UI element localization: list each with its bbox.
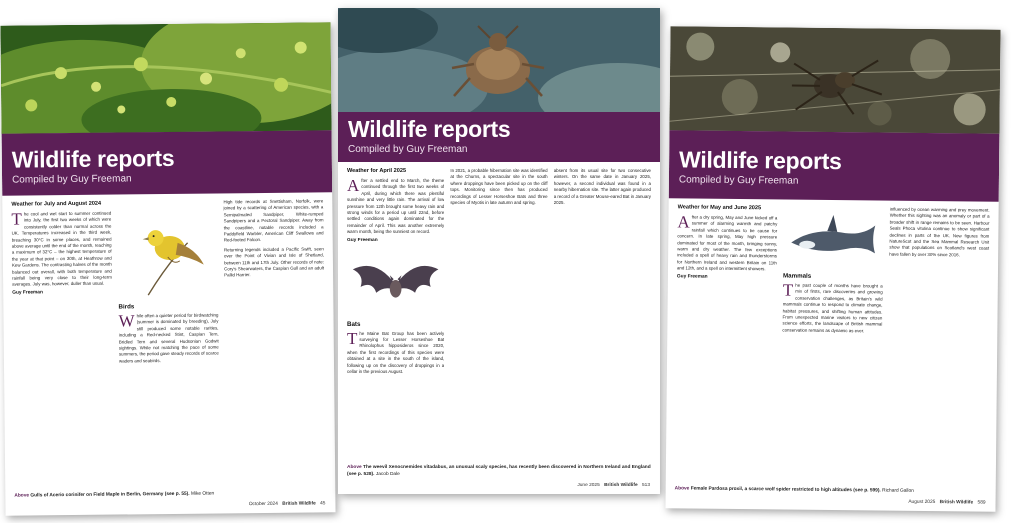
column-3 [554,168,651,470]
footer-page-number: 589 [977,500,986,506]
column-3 [887,207,990,488]
section-birds: Birds [118,303,135,311]
page-footer [249,501,326,507]
page-footer [908,500,985,506]
column-2 [117,199,220,490]
section-bats: Bats [347,320,361,328]
drop-cap: A [347,176,360,195]
orca-icon [783,208,883,269]
article-columns [347,168,651,470]
photo-gall-leaves [0,22,331,133]
photo-caption [675,486,987,496]
title-banner [2,130,333,195]
bats-text-cont-2: absent from its usual site for two consecutive winters. On the same date in January 2025, however, a second individual was found in a nearby hibernation site. The latter again produced a record of a Greater Mouse-eared Bat in January 2025. [553,168,651,206]
weather-author: Guy Freeman [347,237,378,243]
yellowhammer-illustration [117,202,218,299]
weather-heading: Weather for April 2025 [347,168,407,174]
weather-heading: Weather for May and June 2025 [677,204,762,212]
column-1 [675,204,778,485]
drop-cap: A [677,212,690,232]
caption-text: Female Pardosa proxil, a scarce wolf spider restricted to high altitudes (see p. 599). [690,486,881,494]
footer-page-number: 513 [641,483,650,488]
magazine-page-october-2024 [0,22,335,515]
magazine-page-august-2025 [665,26,1000,511]
weather-author: Guy Freeman [676,274,708,280]
report-byline: Compiled by Guy Freeman [12,173,132,186]
mammals-text [782,282,882,334]
caption-text: The weevil Xenocnemides vitadabus, an unusual scaly species, has recently been discovered in Northern Ireland and England (see p. 528). [347,465,651,477]
report-byline: Compiled by Guy Freeman [678,174,799,187]
report-byline: Compiled by Guy Freeman [348,144,468,155]
column-1 [347,168,444,470]
report-title: Wildlife reports [11,144,175,173]
column-3 [223,198,326,489]
weather-heading: Weather for July and August 2024 [11,200,102,208]
caption-credit: Jacob Dale [375,471,400,477]
photo-caption [14,490,326,500]
photo-caption [347,465,651,478]
drop-cap: T [11,209,22,229]
mammal-illustration [783,208,883,269]
footer-month: June 2025 [577,483,600,488]
page-footer [577,483,650,488]
bat-illustration [347,247,444,317]
mammals-text-cont: influenced by ocean warming and prey movement. Whether this sighting was an anomaly or part of a broader shift in range remains to be seen. Harbour Seals Phoca vitulina continue to show significant declines in parts of the UK. New figures from NatureScot and the Sea Mammal Research Unit show that populations on Scotland's west coast have fallen by over 30% since 2016. [889,206,990,258]
caption-label: Above [674,485,690,492]
article-columns [11,198,326,491]
mammals-body: he past couple of months have brought a mix of firsts, rare discoveries and growing conservation challenges, as Britain's wild mammals continue to respond to climate change, habitat pressures, and shifting human attitudes. From unexpected marine visitors to new citizen science efforts, the landscape of British mammal conservation remains as dynamic as ever. [782,282,883,334]
footer-month: August 2025 [908,499,936,506]
report-title: Wildlife reports [679,146,842,175]
title-banner [669,130,1000,201]
column-2 [781,205,884,486]
weather-text [677,214,777,273]
birds-text-cont: High tide records at Snettisham, Norfolk, were joined by a scattering of American species, with a Semipalmated Sandpiper, White-rumped Sandpipers and a Pectoral Sandpiper. Away from the coastline, notable records included a Paddyfield Warbler, American Cliff Swallows and Red-footed Falcon. [223,198,324,243]
birds-body: hile often a quieter period for birdwatching (summer is dominated by breeding), July still produced some notable rarities, including a Red-necked Stint, Caspian Tern, Bridled Tern and several Hudsonian Godwit sightings. While not matching the pace of some summers, the period gave steady records of scarce waders and seabirds. [118,312,219,364]
column-1 [11,201,114,492]
caption-label: Above [14,493,30,499]
weather-body: fter a settled end to March, the theme continued through the first two weeks of April, during which there was plentiful sunshine and very little rain. The arrival of low pressure from 12th brought some heavy rain and strong winds for a period up until 22nd, before settled conditions again dominated for the remainder of April. This was another extremely warm month, being the sunniest on record. [347,178,445,235]
drop-cap: W [118,311,135,331]
leaf-galls-photo [0,22,331,133]
birds-text-cont-2: Returning legends included a Pacific Swift, seen over the Point of Vivian and Isle of Shetland, between 11th and 17th July. Other records of note: Cory's Shearwaters, the Caspian Gull and an adult Pallid Harrier. [223,246,325,278]
footer-publication: British Wildlife [604,483,638,488]
report-title: Wildlife reports [348,116,511,142]
footer-publication: British Wildlife [939,500,974,506]
footer-page-number: 45 [320,501,326,507]
bats-body: he Maine Bat Group has been actively surveying for Lesser Horseshoe Bat Rhinolophus hipposideros since 2020, when the first recordings of this species were obtained at a site in the south of the island, following up on the discovery of droppings in a cellar in the previous August. [347,330,445,375]
bird-icon [117,202,218,299]
birds-text [119,312,219,364]
bats-text [347,328,445,376]
weather-author: Guy Freeman [12,290,43,296]
weather-text [347,178,444,236]
caption-label: Above [347,465,362,471]
photo-weevil [338,8,660,112]
caption-credit: Mike Otten [190,491,215,497]
weather-text [11,211,112,289]
footer-publication: British Wildlife [282,501,316,507]
drop-cap: T [347,328,358,348]
weather-body: fter a dry spring, May and June kicked off a summer of alarming warmth and patchy rainfall which continues to be cause for concern. In late spring, May high pressure dominated for most of the month, bringing sunny, warm and dry weather. The few exceptions included a spell of heavy rain and thunderstorms for Northern Ireland and western Britain on 11th and 12th, and a spell on intermittent showers. [676,214,778,272]
bats-text-cont: In 2021, a probable hibernation site was identified at the Churns, a spectacular site in the south where droppings have been picked up on the cliff tops. Monitoring since then has produced recordings of Lesser Horseshoe Bats and three species of Myotis in late autumn and spring. [450,168,548,206]
magazine-page-june-2025 [338,8,660,494]
photo-wolf-spider [669,26,1000,133]
drop-cap: T [782,280,794,300]
section-mammals: Mammals [782,272,812,280]
footer-month: October 2024 [248,501,278,508]
caption-credit: Richard Gallon [882,488,914,494]
bat-icon [347,247,444,317]
weather-body: he cool and wet start to summer continued into July, the first two weeks of which were consistently colder than normal across the UK. Temperatures increased in the third week, breaching 30°C in some places, and remained above average until the end of the month, reaching a maximum of 32°C – the highest temperature of the year at that point – on 30th, at Heathrow and Kew Gardens. The contrasting halves of the month balanced out overall, with both temperature and rainfall being very close to their long-term averages. July was, however, duller than usual. [11,210,112,288]
column-2 [450,168,547,470]
caption-text: Gulls of Acerio corinifer on Field Maple in Berlin, Germany (see p. 55). [30,491,190,499]
weevil-photo [338,8,660,112]
spider-photo [669,26,1000,133]
article-columns [675,204,990,487]
title-banner [338,112,660,162]
